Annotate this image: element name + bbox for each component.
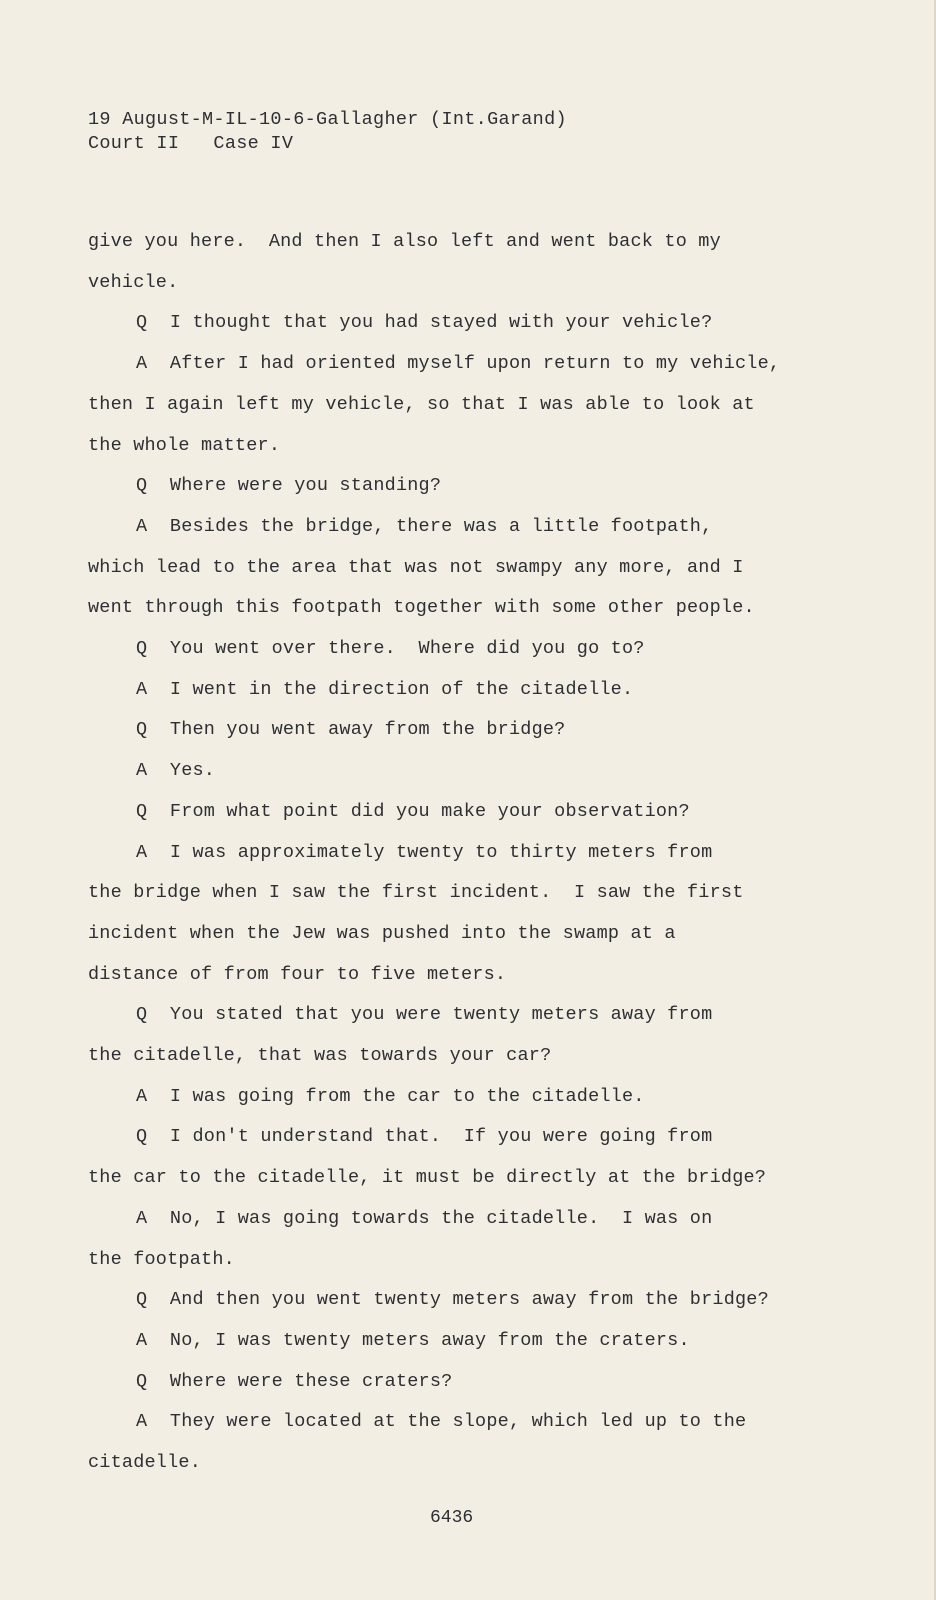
- transcript-line: Q From what point did you make your observation?: [136, 800, 690, 822]
- transcript-line: A I went in the direction of the citadelle.: [136, 678, 634, 700]
- transcript-line: A No, I was twenty meters away from the craters.: [136, 1329, 690, 1351]
- transcript-line: the footpath.: [88, 1248, 235, 1270]
- transcript-line: the citadelle, that was towards your car?: [88, 1045, 552, 1066]
- transcript-line: Q Where were you standing?: [136, 475, 442, 497]
- transcript-line: A Yes.: [136, 760, 216, 782]
- transcript-line: A After I had oriented myself upon return to my vehicle,: [136, 353, 781, 375]
- transcript-line: give you here. And then I also left and went back to my: [88, 231, 721, 252]
- transcript-line: Q You stated that you were twenty meters away from: [136, 1004, 713, 1026]
- transcript-line: the car to the citadelle, it must be directly at the bridge?: [88, 1167, 767, 1189]
- document-header: [88, 108, 567, 156]
- transcript-line: A I was going from the car to the citadelle.: [136, 1085, 645, 1107]
- header-line-1: 19 August-M-IL-10-6-Gallagher (Int.Garand): [88, 109, 567, 130]
- transcript-line: Q You went over there. Where did you go to?: [136, 638, 645, 659]
- transcript-line: which lead to the area that was not swampy any more, and I: [88, 556, 744, 578]
- transcript-line: distance of from four to five meters.: [88, 963, 507, 985]
- transcript-line: the bridge when I saw the first incident. I saw the first: [88, 882, 744, 904]
- transcript-line: A Besides the bridge, there was a little footpath,: [136, 515, 713, 537]
- transcript-line: vehicle.: [88, 271, 179, 293]
- transcript-line: Q Then you went away from the bridge?: [136, 719, 566, 741]
- header-line-2: Court II Case IV: [88, 133, 294, 154]
- transcript-line: A I was approximately twenty to thirty meters from: [136, 841, 713, 863]
- transcript-line: Q I thought that you had stayed with your vehicle?: [136, 312, 713, 334]
- transcript-line: citadelle.: [88, 1452, 202, 1473]
- transcript-line: went through this footpath together with some other people.: [88, 597, 755, 619]
- transcript-line: Q And then you went twenty meters away from the bridge?: [136, 1289, 769, 1311]
- transcript-line: A No, I was going towards the citadelle. I was on: [136, 1207, 713, 1229]
- transcript-line: the whole matter.: [88, 434, 281, 456]
- transcript-line: Q I don't understand that. If you were going from: [136, 1126, 713, 1148]
- page-number: 6436: [430, 1508, 474, 1528]
- transcript-line: Q Where were these craters?: [136, 1370, 453, 1392]
- transcript-line: incident when the Jew was pushed into the swamp at a: [88, 922, 676, 944]
- transcript-line: A They were located at the slope, which led up to the: [136, 1411, 747, 1433]
- transcript-line: then I again left my vehicle, so that I was able to look at: [88, 393, 755, 415]
